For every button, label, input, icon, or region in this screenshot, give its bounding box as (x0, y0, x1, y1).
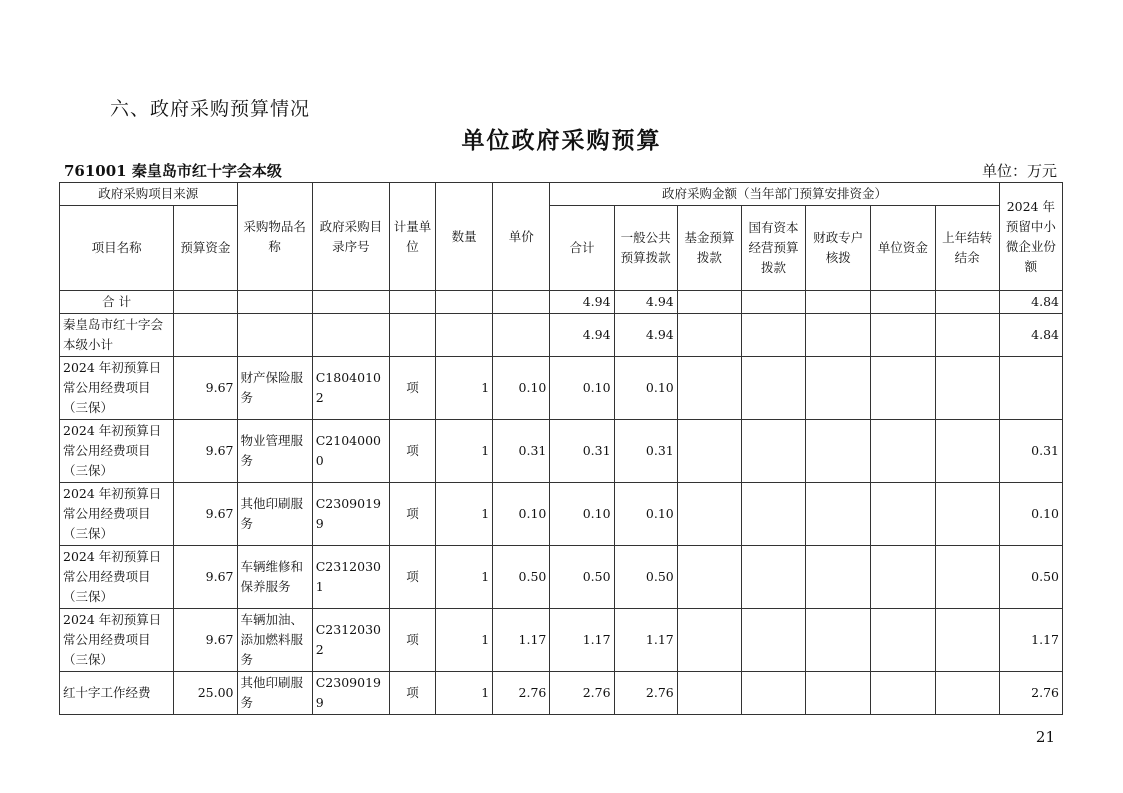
section-title: 六、政府采购预算情况 (110, 98, 311, 120)
cell-total: 1.17 (550, 609, 614, 672)
cell-budget: 9.67 (174, 483, 237, 546)
cell-budget: 9.67 (174, 546, 237, 609)
header-general: 一般公共预算拨款 (614, 206, 677, 291)
cell-total: 0.50 (550, 546, 614, 609)
cell-unit: 项 (389, 609, 435, 672)
header-fund: 基金预算拨款 (677, 206, 741, 291)
cell-general: 0.10 (614, 483, 677, 546)
cell-item: 其他印刷服务 (237, 483, 312, 546)
cell-unit: 项 (389, 357, 435, 420)
cell-general: 1.17 (614, 609, 677, 672)
cell-sme: 0.10 (999, 483, 1062, 546)
cell-catalog: C18040102 (312, 357, 389, 420)
subtotal-row (60, 314, 1063, 357)
header-soe: 国有资本经营预算拨款 (741, 206, 805, 291)
cell-catalog: C23090199 (312, 483, 389, 546)
cell-total: 0.31 (550, 420, 614, 483)
cell-price: 0.10 (493, 357, 550, 420)
cell-project: 红十字工作经费 (60, 672, 174, 715)
cell-unit: 项 (389, 483, 435, 546)
cell-budget: 9.67 (174, 609, 237, 672)
total-general: 4.94 (614, 291, 677, 314)
cell-price: 0.50 (493, 546, 550, 609)
page-title: 单位政府采购预算 (461, 127, 662, 154)
header-price: 单价 (493, 183, 550, 291)
subtotal-label: 秦皇岛市红十字会本级小计 (60, 314, 174, 357)
table-row (60, 483, 1063, 546)
cell-project: 2024 年初预算日常公用经费项目（三保） (60, 357, 174, 420)
header-own: 单位资金 (871, 206, 935, 291)
header-carry: 上年结转结余 (935, 206, 999, 291)
cell-qty: 1 (436, 483, 493, 546)
header-unit: 计量单位 (389, 183, 435, 291)
header-qty: 数量 (436, 183, 493, 291)
cell-sme (999, 357, 1062, 420)
cell-catalog: C23090199 (312, 672, 389, 715)
total-label: 合 计 (60, 291, 174, 314)
table-row (60, 357, 1063, 420)
total-amount: 4.94 (550, 291, 614, 314)
cell-item: 其他印刷服务 (237, 672, 312, 715)
header-special: 财政专户核拨 (806, 206, 871, 291)
cell-sme: 0.31 (999, 420, 1062, 483)
cell-sme: 0.50 (999, 546, 1062, 609)
cell-project: 2024 年初预算日常公用经费项目（三保） (60, 546, 174, 609)
cell-catalog: C23120302 (312, 609, 389, 672)
page-number: 21 (1035, 728, 1055, 746)
procurement-budget-table (59, 182, 1063, 715)
cell-total: 0.10 (550, 483, 614, 546)
header-item: 采购物品名称 (237, 183, 312, 291)
cell-item: 车辆加油、添加燃料服务 (237, 609, 312, 672)
total-sme: 4.84 (999, 291, 1062, 314)
cell-item: 物业管理服务 (237, 420, 312, 483)
header-total: 合计 (550, 206, 614, 291)
table-row (60, 546, 1063, 609)
header-sme: 2024 年预留中小微企业份额 (999, 183, 1062, 291)
cell-qty: 1 (436, 546, 493, 609)
header-group-amount: 政府采购金额（当年部门预算安排资金） (550, 183, 999, 206)
cell-general: 0.50 (614, 546, 677, 609)
cell-project: 2024 年初预算日常公用经费项目（三保） (60, 609, 174, 672)
cell-qty: 1 (436, 672, 493, 715)
header-catalog: 政府采购目录序号 (312, 183, 389, 291)
cell-budget: 9.67 (174, 357, 237, 420)
cell-general: 0.10 (614, 357, 677, 420)
cell-project: 2024 年初预算日常公用经费项目（三保） (60, 483, 174, 546)
cell-qty: 1 (436, 420, 493, 483)
cell-project: 2024 年初预算日常公用经费项目（三保） (60, 420, 174, 483)
subtotal-sme: 4.84 (999, 314, 1062, 357)
table-row (60, 672, 1063, 715)
cell-catalog: C23120301 (312, 546, 389, 609)
cell-budget: 25.00 (174, 672, 237, 715)
cell-sme: 2.76 (999, 672, 1062, 715)
cell-unit: 项 (389, 420, 435, 483)
cell-budget: 9.67 (174, 420, 237, 483)
cell-general: 0.31 (614, 420, 677, 483)
unit-name: 761001 秦皇岛市红十字会本级 (64, 162, 282, 180)
total-row (60, 291, 1063, 314)
cell-price: 2.76 (493, 672, 550, 715)
cell-price: 1.17 (493, 609, 550, 672)
cell-sme: 1.17 (999, 609, 1062, 672)
header-group-source: 政府采购项目来源 (60, 183, 238, 206)
cell-catalog: C21040000 (312, 420, 389, 483)
cell-general: 2.76 (614, 672, 677, 715)
cell-qty: 1 (436, 609, 493, 672)
cell-qty: 1 (436, 357, 493, 420)
cell-item: 财产保险服务 (237, 357, 312, 420)
header-project: 项目名称 (60, 206, 174, 291)
subtotal-general: 4.94 (614, 314, 677, 357)
cell-price: 0.10 (493, 483, 550, 546)
header-budget: 预算资金 (174, 206, 237, 291)
cell-total: 0.10 (550, 357, 614, 420)
cell-unit: 项 (389, 546, 435, 609)
cell-unit: 项 (389, 672, 435, 715)
cell-total: 2.76 (550, 672, 614, 715)
cell-item: 车辆维修和保养服务 (237, 546, 312, 609)
unit-label: 单位：万元 (981, 162, 1057, 180)
subtotal-amount: 4.94 (550, 314, 614, 357)
cell-price: 0.31 (493, 420, 550, 483)
table-row (60, 420, 1063, 483)
table-row (60, 609, 1063, 672)
